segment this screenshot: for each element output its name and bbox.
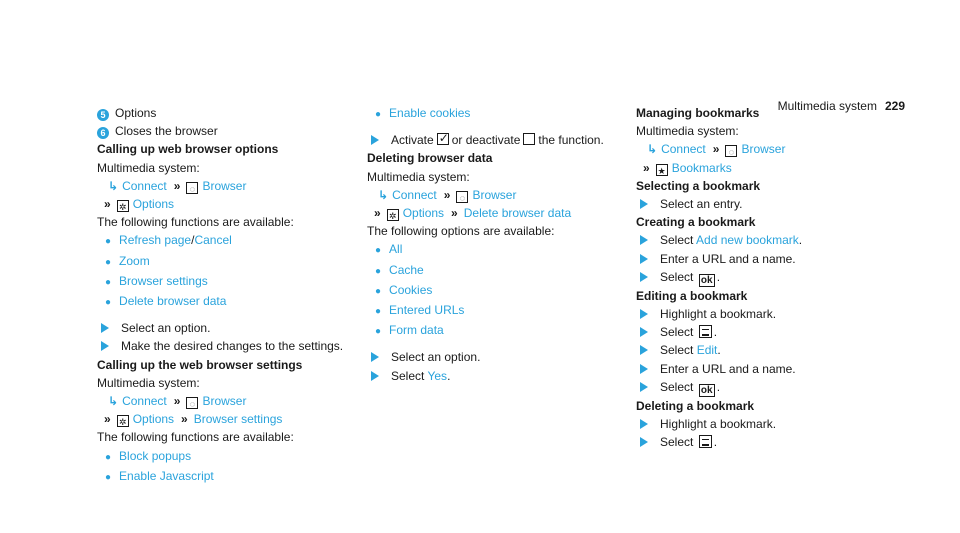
- legend-item-closes: 6 Closes the browser: [97, 122, 357, 140]
- step-triangle-icon: [101, 323, 109, 333]
- bullet-icon: ●: [375, 245, 382, 257]
- double-chevron-icon: »: [104, 197, 111, 212]
- heading-deleting-data: Deleting browser data: [367, 151, 493, 166]
- step-triangle-icon: [371, 352, 379, 362]
- callout-5: 5: [97, 109, 109, 121]
- bullet-icon: ●: [105, 276, 112, 288]
- menu-icon: [699, 435, 712, 448]
- step-triangle-icon: [640, 199, 648, 209]
- bullet-icon: ●: [375, 265, 382, 277]
- connect-arrow-icon: ↳: [108, 178, 119, 193]
- step-triangle-icon: [640, 309, 648, 319]
- legend-item-options: 5 Options: [97, 104, 357, 122]
- double-chevron-icon: »: [643, 160, 650, 175]
- double-chevron-icon: »: [451, 206, 458, 221]
- heading-managing-bookmarks: Managing bookmarks: [636, 106, 760, 120]
- menu-icon: [699, 325, 712, 338]
- double-chevron-icon: »: [443, 187, 451, 202]
- bullet-icon: ●: [105, 256, 112, 268]
- browser-globe-icon: ◌: [186, 397, 198, 409]
- column-3: Managing bookmarks Multimedia system: ↳ Connect » ◌ Browser » ★ Bookmarks Selecting a bookmark Select an entry. Creating a bookmark Select Add new bookmark. Enter a URL and a name. Select ok . Editing a bookmark Highlight a bookmark. Select . Select Edit. Enter a URL and a name. Select ok . Deleting a bookmark Highlight a bookmark. Select .: [636, 104, 896, 451]
- step-triangle-icon: [640, 345, 648, 355]
- bullet-icon: ●: [105, 236, 112, 248]
- ok-icon: ok: [699, 274, 715, 287]
- step-triangle-icon: [101, 341, 109, 351]
- step-triangle-icon: [640, 327, 648, 337]
- heading-browser-options: Calling up web browser options: [97, 142, 279, 157]
- double-chevron-icon: »: [181, 412, 188, 427]
- column-2: ● Enable cookies Activate✓ or deactivate the function. Deleting browser data Multimedia system: ↳ Connect » ◌ Browser » ✲ Options » Delete browser data The following options are available: ● All ● Cache ● Cookies ● Entered URLs ● Form data Select an option. Select Yes.: [367, 104, 627, 385]
- connect-arrow-icon: ↳: [378, 187, 389, 202]
- heading-browser-settings: Calling up the web browser settings: [97, 357, 303, 372]
- step-triangle-icon: [371, 135, 379, 145]
- step-triangle-icon: [640, 382, 648, 392]
- gear-icon: ✲: [387, 209, 399, 221]
- ok-icon: ok: [699, 384, 715, 397]
- step-triangle-icon: [640, 235, 648, 245]
- bullet-icon: ●: [375, 306, 382, 318]
- menu-path: ↳ Connect » ◌ Browser: [647, 142, 786, 158]
- heading-editing-bookmark: Editing a bookmark: [636, 288, 748, 303]
- step-triangle-icon: [640, 437, 648, 447]
- double-chevron-icon: »: [712, 142, 720, 157]
- browser-globe-icon: ◌: [186, 182, 198, 194]
- double-chevron-icon: »: [173, 178, 181, 193]
- bullet-icon: ●: [375, 285, 382, 297]
- step-triangle-icon: [640, 272, 648, 282]
- section-title: Multimedia system: [777, 99, 877, 113]
- page-number: 229: [884, 99, 905, 113]
- bullet-icon: ●: [375, 109, 382, 120]
- menu-path: ↳ Connect » ◌ Browser: [378, 187, 517, 203]
- gear-icon: ✲: [117, 415, 129, 427]
- double-chevron-icon: »: [374, 206, 381, 221]
- heading-deleting-bookmark: Deleting a bookmark: [636, 398, 755, 413]
- step-triangle-icon: [640, 419, 648, 429]
- double-chevron-icon: »: [104, 412, 111, 427]
- checkbox-empty-icon: [523, 133, 535, 145]
- bullet-icon: ●: [105, 297, 112, 309]
- heading-selecting-bookmark: Selecting a bookmark: [636, 178, 761, 193]
- step-triangle-icon: [371, 371, 379, 381]
- step-triangle-icon: [640, 254, 648, 264]
- browser-globe-icon: ◌: [456, 191, 468, 203]
- connect-arrow-icon: ↳: [108, 394, 119, 409]
- heading-creating-bookmark: Creating a bookmark: [636, 215, 756, 230]
- star-icon: ★: [657, 165, 666, 176]
- double-chevron-icon: »: [173, 394, 181, 409]
- bullet-icon: ●: [375, 326, 382, 338]
- column-1: 5 Options 6 Closes the browser Calling up web browser options Multimedia system: ↳ Connect » ◌ Browser » ✲ Options The following functions are available: ● Refresh page/Cancel ● Zoom ● Browser settings ● Delete browser data Select an option. Make the desired changes to the settings. Calling up the web browser settings Multimedia system: ↳ Connect » ◌ Browser » ✲ Options » Browser settings The following functions are available: ● Block popups ● Enable Javascript: [97, 104, 357, 487]
- callout-6: 6: [97, 127, 109, 139]
- checkbox-checked-icon: [437, 133, 449, 145]
- menu-path: ↳ Connect » ◌ Browser: [108, 394, 247, 410]
- bullet-icon: ●: [105, 451, 112, 463]
- browser-globe-icon: ◌: [725, 145, 737, 157]
- step-triangle-icon: [640, 364, 648, 374]
- connect-arrow-icon: ↳: [647, 142, 658, 157]
- bullet-icon: ●: [105, 471, 112, 483]
- menu-path: ↳ Connect » ◌ Browser: [108, 178, 247, 194]
- gear-icon: ✲: [117, 200, 129, 212]
